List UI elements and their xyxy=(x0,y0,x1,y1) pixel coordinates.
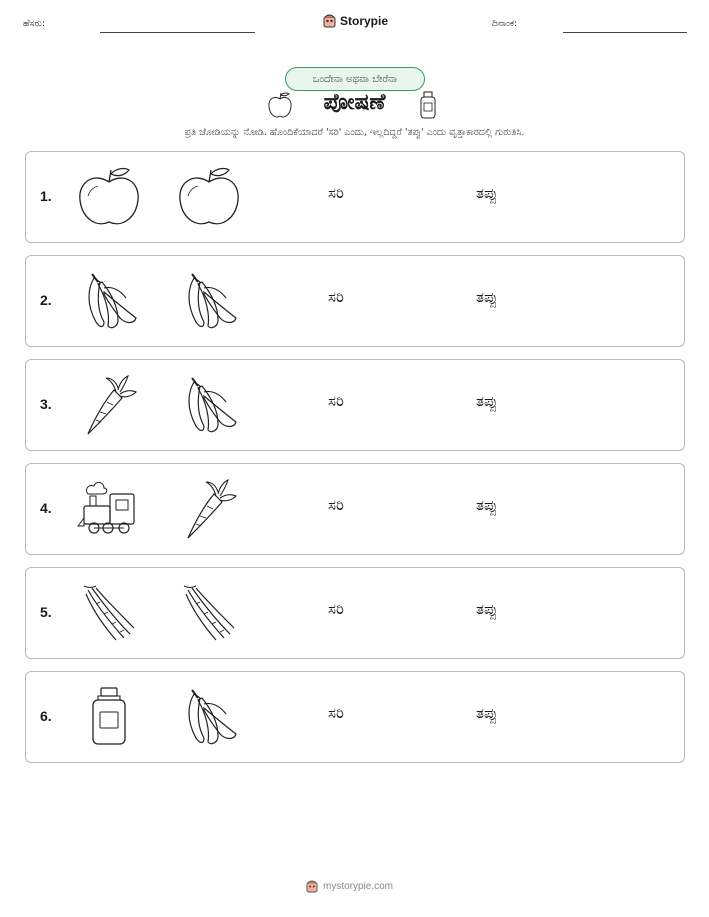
option-different[interactable]: ತಪ್ಪು xyxy=(476,704,498,722)
question-row xyxy=(25,359,685,451)
question-row xyxy=(25,671,685,763)
storypie-logo-icon xyxy=(306,879,318,893)
question-row xyxy=(25,255,685,347)
banana-icon xyxy=(174,372,244,438)
question-row xyxy=(25,567,685,659)
option-different[interactable]: ತಪ್ಪು xyxy=(476,496,498,514)
footer-url[interactable]: mystorypie.com xyxy=(323,880,394,892)
question-row xyxy=(25,151,685,243)
carrot-icon xyxy=(74,372,144,438)
option-different[interactable]: ತಪ್ಪು xyxy=(476,392,498,410)
carrot-icon xyxy=(174,476,244,542)
option-same[interactable]: ಸರಿ xyxy=(328,704,344,722)
question-number: 3. xyxy=(40,396,52,412)
jar-icon xyxy=(418,90,438,120)
brand xyxy=(323,13,388,28)
question-number: 6. xyxy=(40,708,52,724)
brand-name: Storypie xyxy=(340,13,389,28)
question-number: 1. xyxy=(40,188,52,204)
date-field-line[interactable] xyxy=(563,32,687,33)
train-icon xyxy=(74,476,144,542)
option-different[interactable]: ತಪ್ಪು xyxy=(476,184,498,202)
banana-icon xyxy=(174,684,244,750)
question-row xyxy=(25,463,685,555)
question-number: 4. xyxy=(40,500,52,516)
option-same[interactable]: ಸರಿ xyxy=(328,496,344,514)
option-same[interactable]: ಸರಿ xyxy=(328,288,344,306)
apple-icon xyxy=(174,164,244,230)
beans-icon xyxy=(174,580,244,646)
option-different[interactable]: ತಪ್ಪು xyxy=(476,288,498,306)
instructions: ಪ್ರತಿ ಜೋಡಿಯನ್ನು ನೋಡಿ. ಹೊಂದಿಕೆಯಾದರೆ 'ಸರಿ' ಎಂದು, ಇಲ್ಲದಿದ್ದರೆ 'ತಪ್ಪು' ಎಂದು ವೃತ್ತಾಕಾರದಲ್ಲಿ ಗುರುತಿಸಿ. xyxy=(184,127,525,138)
page-title: ಪೋಷಣೆ xyxy=(323,90,386,115)
option-same[interactable]: ಸರಿ xyxy=(328,600,344,618)
option-different[interactable]: ತಪ್ಪು xyxy=(476,600,498,618)
jar-icon xyxy=(74,684,144,750)
banana-icon xyxy=(74,268,144,334)
question-number: 5. xyxy=(40,604,52,620)
name-label: ಹೆಸರು: xyxy=(23,19,46,29)
beans-icon xyxy=(74,580,144,646)
question-number: 2. xyxy=(40,292,52,308)
worksheet-tag: ಒಂದೇನಾ ಅಥವಾ ಬೇರೆನಾ xyxy=(285,67,425,91)
option-same[interactable]: ಸರಿ xyxy=(328,392,344,410)
storypie-logo-icon xyxy=(323,13,336,28)
date-label: ದಿನಾಂಕ: xyxy=(492,19,518,29)
apple-icon xyxy=(74,164,144,230)
banana-icon xyxy=(174,268,244,334)
option-same[interactable]: ಸರಿ xyxy=(328,184,344,202)
name-field-line[interactable] xyxy=(100,32,255,33)
footer xyxy=(306,879,393,893)
